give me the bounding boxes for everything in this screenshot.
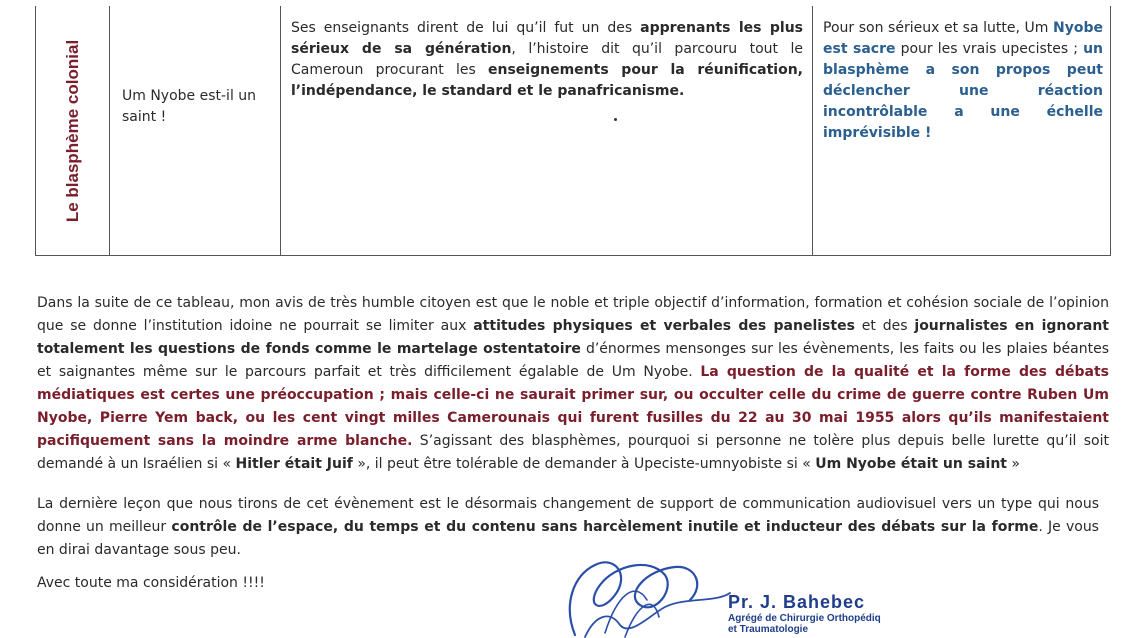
stamp-line1: Agrégé de Chirurgie Orthopédiq [728,613,881,624]
comparison-table [35,6,1111,256]
question-text: Um Nyobe est-il un saint ! [122,88,257,125]
history-text: Ses enseignants dirent de lui qu’il fut un des apprenants les plus sérieux de sa génération, l’histoire dit qu’il parcouru tout le Cameroun procurant les enseignements pour la réunification, l’indépendance, le standard et le panafricanisme. [291,20,804,99]
paragraph-lesson: La dernière leçon que nous tirons de cet évènement est le désormais changement de support de communication audiovisuel vers un type qui nous donne un meilleur contrôle de l’espace, du temps et du contenu sans harcèlement inutile et inducteur des débats sur la forme. Je vous en dirai davantage sous peu. [37,496,1099,558]
stamp-line2: et Traumatologie [728,624,809,635]
stamp-name: Pr. J. Bahebec [728,592,866,612]
opinion-text: Pour son sérieux et sa lutte, Um Nyobe est sacre pour les vrais upecistes ; un blasphème a son propos peut déclencher une réaction incontrôlable a une échelle imprévisible ! [823,20,1104,141]
closing-line: Avec toute ma considération !!!! [37,575,265,591]
handwritten-signature [555,545,745,638]
ink-speck [614,118,617,121]
table-col-category: Le blasphème colonial [36,6,110,255]
signature-stamp [728,592,928,635]
table-col-history [281,6,813,255]
table-col-question [110,6,281,255]
paragraph-main: Dans la suite de ce tableau, mon avis de très humble citoyen est que le noble et triple objectif d’information, formation et cohésion sociale de l’opinion que se donne l’institution idoine ne pourrait se limiter aux attitudes physiques et verbales des panelistes et des journalistes en ignorant totalement les questions de fonds comme le martelage ostentatoire d’énormes mensonges sur les évènements, les faits ou les plaies béantes et saignantes même sur le parcours parfait et très difficilement égalable de Um Nyobe. La question de la qualité et la forme des débats médiatiques est certes une préoccupation ; mais celle-ci ne saurait primer sur, ou occulter celle du crime de guerre contre Ruben Um Nyobe, Pierre Yem back, ou les cent vingt milles Camerounais qui furent fusilles du 22 au 30 mai 1955 alors qu’ils manifestaient pacifiquement sans la moindre arme blanche. S’agissant des blasphèmes, pourquoi si personne ne tolère plus depuis belle lurette qu’il soit demandé à un Israélien si « Hitler était Juif », il peut être tolérable de demander à Upeciste-umnyobiste si « Um Nyobe était un saint » [37,295,1109,472]
table-col-opinion [813,6,1110,255]
